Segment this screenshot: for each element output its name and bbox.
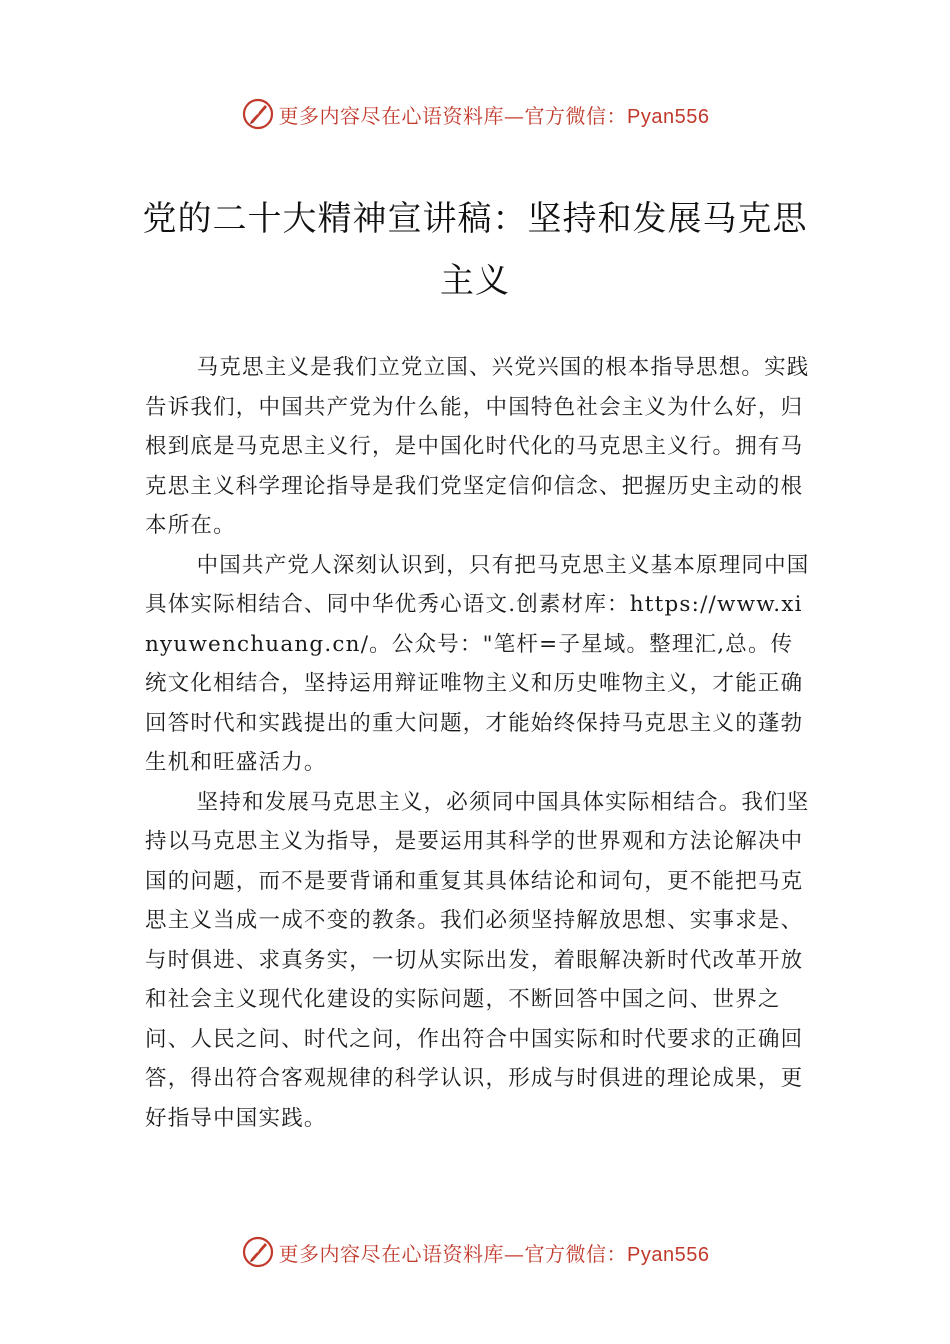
paragraph: 中国共产党人深刻认识到，只有把马克思主义基本原理同中国具体实际相结合、同中华优秀心语文.创素材库：https://www.xinyuwenchuang.cn/。公众号："笔杆=子星域。整理汇,总。传统文化相结合，坚持运用辩证唯物主义和历史唯物主义，才能正确回答时代和实践提出的重大问题，才能始终保持马克思主义的蓬勃生机和旺盛活力。: [145, 552, 810, 775]
footer-wechat-id: Pyan556: [627, 1243, 710, 1266]
paragraph: 坚持和发展马克思主义，必须同中国具体实际相结合。我们坚持以马克思主义为指导，是要运用其科学的世界观和方法论解决中国的问题，而不是要背诵和重复其具体结论和词句，更不能把马克思主义当成一成不变的教条。我们必须坚持解放思想、实事求是、与时俱进、求真务实，一切从实际出发，着眼解决新时代改革开放和社会主义现代化建设的实际问题，不断回答中国之问、世界之问、人民之问、时代之问，作出符合中国实际和时代要求的正确回答，得出符合客观规律的科学认识，形成与时俱进的理论成果，更好指导中国实践。: [145, 789, 810, 1131]
footer-banner-text: 更多内容尽在心语资料库—官方微信：Pyan556: [278, 1241, 710, 1266]
header-banner: [0, 94, 950, 134]
header-wechat-id: Pyan556: [627, 105, 710, 128]
quill-seal-icon: [241, 97, 275, 131]
document-body: [145, 348, 815, 1138]
footer-banner: [0, 1232, 950, 1272]
paragraph: 马克思主义是我们立党立国、兴党兴国的根本指导思想。实践告诉我们，中国共产党为什么能，中国特色社会主义为什么好，归根到底是马克思主义行，是中国化时代化的马克思主义行。拥有马克思主义科学理论指导是我们党坚定信仰信念、把握历史主动的根本所在。: [145, 355, 810, 538]
document-title: 党的二十大精神宣讲稿：坚持和发展马克思主义: [142, 199, 808, 301]
header-banner-text: 更多内容尽在心语资料库—官方微信：Pyan556: [278, 103, 710, 128]
quill-seal-icon: [241, 1235, 275, 1269]
